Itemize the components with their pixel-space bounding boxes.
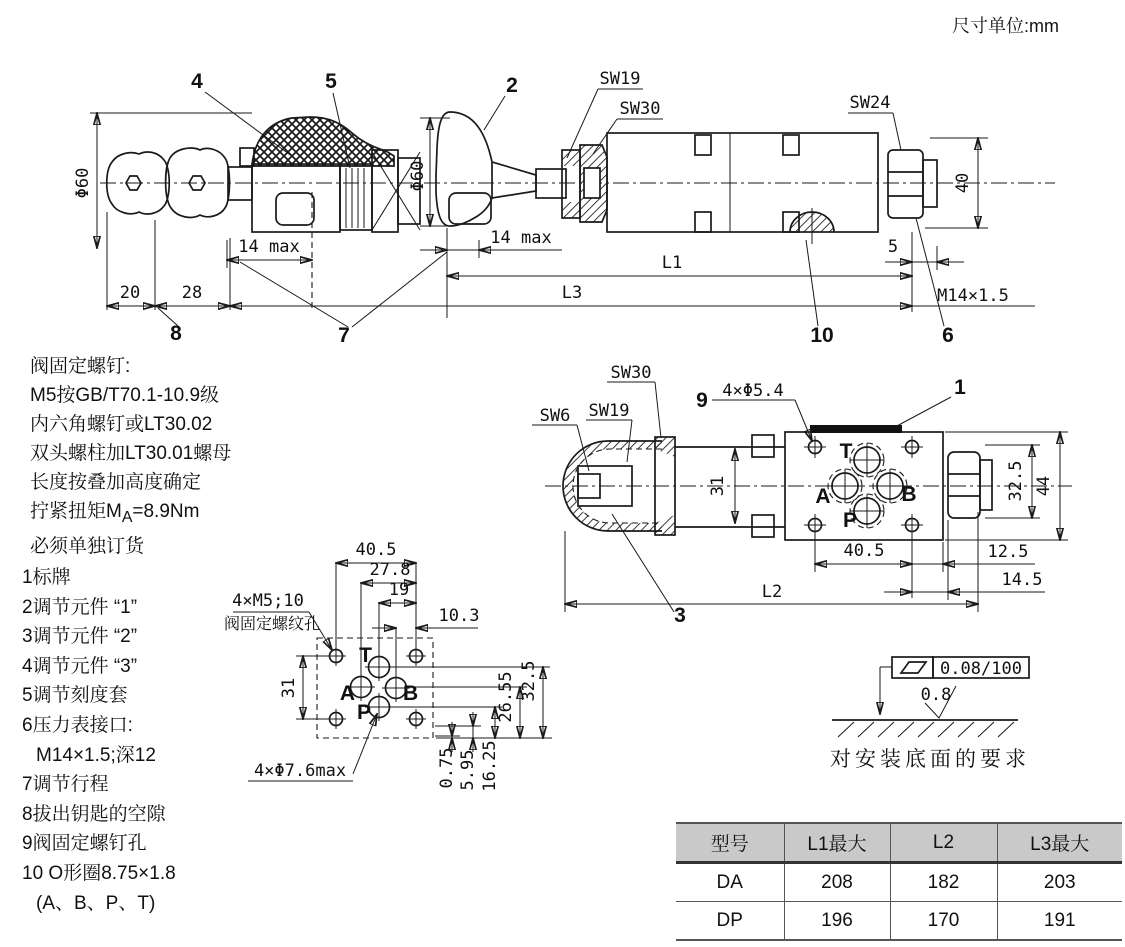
part-item: 9阀固定螺钉孔 (22, 833, 147, 855)
callout-9: 9 (696, 389, 708, 412)
top-view (532, 363, 1072, 627)
callout-1: 1 (954, 376, 966, 399)
callout-2: 2 (506, 74, 518, 97)
mount-tab (695, 135, 711, 155)
dim-40-5-top: 40.5 (843, 541, 885, 561)
part-item: 1标牌 (22, 567, 71, 588)
port-label-t: T (839, 440, 853, 463)
dim-44: 44 (1034, 475, 1054, 497)
dim-19: 19 (388, 580, 410, 600)
part-item: 4调节元件 “3” (22, 655, 138, 677)
flatness-value: 0.08/100 (940, 659, 1022, 679)
note-line: M5按GB/T70.1-10.9级 (30, 385, 220, 406)
valve-body-left (252, 164, 340, 232)
label-thread-note: 阀固定螺纹孔 (223, 616, 321, 633)
surface-spec (830, 657, 1030, 771)
size-table (676, 822, 1122, 941)
parts-list (22, 563, 176, 918)
label-sw19-top: SW19 (588, 401, 630, 421)
cell-l2: 182 (890, 863, 997, 902)
cell-l2: 170 (890, 902, 997, 941)
ground-hatch (838, 722, 1014, 737)
label-sw30-top: SW30 (610, 363, 652, 383)
dim-20: 20 (119, 283, 141, 303)
note-line: 双头螺柱加LT30.01螺母 (30, 443, 232, 464)
col-header-l2: L2 (890, 823, 997, 863)
gauge-pilot-top (980, 460, 992, 510)
part-item-continuation: (A、B、P、T) (36, 892, 156, 914)
callout-5: 5 (325, 70, 337, 93)
dim-16-25: 16.25 (480, 740, 500, 792)
fixing-screw-notes (30, 352, 231, 561)
port-label-b: B (901, 483, 917, 506)
cell-model: DA (676, 863, 784, 902)
port-label-a: A (815, 485, 831, 508)
pattern-port-b: B (403, 682, 419, 705)
part-item: 2调节元件 “1” (22, 596, 138, 618)
label-sw24: SW24 (849, 93, 891, 113)
note-line-torque: 拧紧扭矩$M_A=8.9Nm$ (30, 501, 200, 526)
dim-L2: L2 (761, 582, 783, 602)
dim-32-5-top: 32.5 (1006, 460, 1026, 502)
dim-32-5-pat: 32.5 (519, 660, 539, 702)
note-line: 必须单独订货 (30, 535, 145, 557)
dim-14max-left: 14 max (238, 237, 300, 257)
surface-caption: 对安装底面的要求 (830, 748, 1030, 771)
label-sw19: SW19 (599, 69, 641, 89)
dim-40-5-pat: 40.5 (355, 540, 397, 560)
gauge-nut-top (948, 452, 980, 518)
label-4xphi5-4: 4×Φ5.4 (722, 381, 784, 401)
unit-note: 尺寸单位:mm (952, 16, 1059, 36)
mount-tab (752, 435, 774, 457)
table-header-row (676, 823, 1122, 863)
dim-31-top: 31 (708, 475, 728, 497)
callout-6: 6 (942, 324, 954, 347)
cell-l3: 203 (997, 863, 1122, 902)
port-label-p: P (842, 509, 858, 532)
label-sw30: SW30 (619, 99, 661, 119)
mount-tab (752, 515, 774, 537)
dim-40: 40 (953, 172, 973, 194)
spring-section (340, 164, 372, 230)
part-item: 5调节刻度套 (22, 685, 128, 707)
dim-12-5: 12.5 (987, 542, 1029, 562)
mounting-pattern-view (224, 540, 552, 792)
dim-0-75: 0.75 (437, 747, 457, 789)
col-header-model: 型号 (676, 823, 784, 863)
nut-sw24 (888, 150, 923, 218)
label-4xm5: 4×M5;10 (232, 591, 304, 611)
part-item: 6压力表接口: (22, 714, 133, 736)
dim-5: 5 (887, 237, 899, 257)
flatness-icon (901, 662, 926, 673)
dim-14max-mid: 14 max (490, 228, 552, 248)
thread-spec-m14: M14×1.5 (937, 286, 1009, 306)
dim-14-5: 14.5 (1001, 570, 1043, 590)
mount-tab (695, 212, 711, 232)
knob-window (449, 193, 491, 224)
front-view (73, 69, 1055, 347)
callout-8: 8 (170, 322, 182, 345)
part-item: 8拔出钥匙的空隙 (22, 803, 166, 825)
pattern-port-a: A (339, 682, 355, 705)
callout-10: 10 (810, 324, 834, 347)
part-item: 10 O形圈8.75×1.8 (22, 862, 176, 884)
dim-dia60-left: Φ60 (73, 167, 93, 199)
part-item: 3调节元件 “2” (22, 626, 138, 648)
torque-subscript: A (121, 508, 133, 526)
part-item-continuation: M14×1.5;深12 (36, 744, 156, 766)
body-window (276, 193, 314, 225)
roughness-value: 0.8 (920, 685, 952, 705)
cell-l3: 191 (997, 902, 1122, 941)
note-line: 内六角螺钉或LT30.02 (30, 414, 213, 435)
note-line: 阀固定螺钉: (30, 356, 131, 377)
label-sw6: SW6 (539, 406, 571, 426)
table-row (676, 863, 1122, 902)
pattern-port-t: T (359, 644, 372, 667)
cell-model: DP (676, 902, 784, 941)
label-4xphi7-6: 4×Φ7.6max (253, 761, 347, 781)
table-row (676, 902, 1122, 941)
cell-l1: 196 (784, 902, 890, 941)
handwheel-knob (436, 112, 536, 226)
dim-10-3: 10.3 (438, 606, 480, 626)
dim-dia60-knob: Φ60 (408, 160, 428, 192)
dim-28: 28 (181, 283, 203, 303)
dim-31-pat: 31 (279, 677, 299, 699)
nameplate (810, 425, 902, 433)
part-item: 7调节行程 (22, 774, 109, 796)
col-header-l3max: L3最大 (997, 823, 1122, 863)
dim-5-95: 5.95 (458, 749, 478, 791)
note-line: 长度按叠加高度确定 (30, 472, 202, 493)
col-header-l1max: L1最大 (784, 823, 890, 863)
callout-4: 4 (191, 70, 203, 93)
callout-7: 7 (338, 324, 350, 347)
dim-L1: L1 (661, 253, 683, 273)
dim-26-55: 26.55 (496, 671, 516, 723)
dim-L3: L3 (561, 283, 583, 303)
dim-27-8: 27.8 (369, 560, 411, 580)
callout-3: 3 (674, 604, 686, 627)
mount-tab (783, 135, 799, 155)
pattern-port-p: P (356, 701, 371, 724)
cell-l1: 208 (784, 863, 890, 902)
